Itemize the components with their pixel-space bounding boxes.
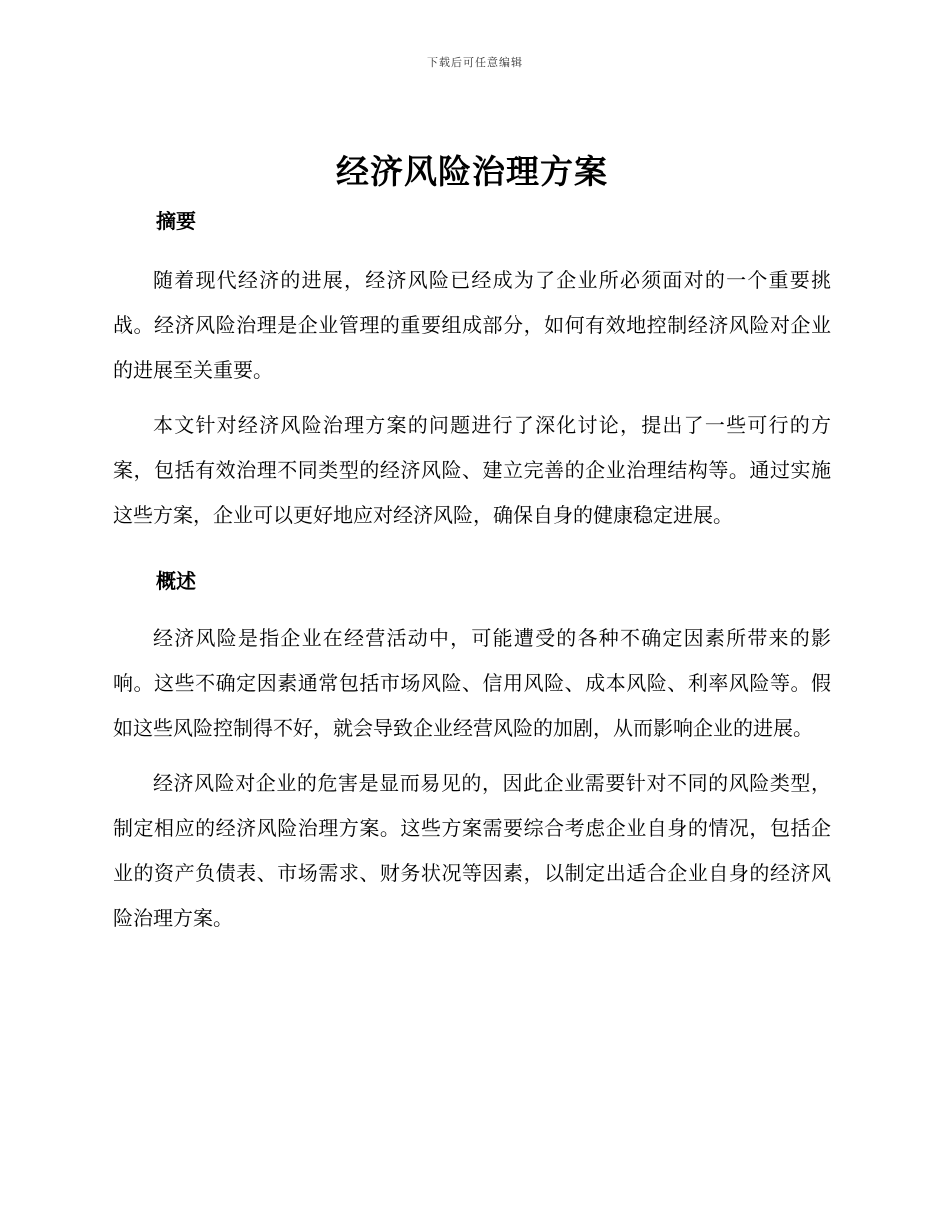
abstract-paragraph-2: 本文针对经济风险治理方案的问题进行了深化讨论，提出了一些可行的方案，包括有效治理不同类型的经济风险、建立完善的企业治理结构等。通过实施这些方案，企业可以更好地应对经济风险，确保自身的健康稳定进展。 xyxy=(113,413,831,527)
document-body xyxy=(113,150,831,941)
overview-paragraph-2: 经济风险对企业的危害是显而易见的，因此企业需要针对不同的风险类型，制定相应的经济风险治理方案。这些方案需要综合考虑企业自身的情况，包括企业的资产负债表、市场需求、财务状况等因素，以制定出适合企业自身的经济风险治理方案。 xyxy=(113,771,831,930)
overview-paragraph-1: 经济风险是指企业在经营活动中，可能遭受的各种不确定因素所带来的影响。这些不确定因素通常包括市场风险、信用风险、成本风险、利率风险等。假如这些风险控制得不好，就会导致企业经营风险的加剧，从而影响企业的进展。 xyxy=(113,626,831,740)
section-heading-abstract: 摘要 xyxy=(156,209,196,233)
header-note: 下载后可任意编辑 xyxy=(427,56,523,69)
abstract-paragraph-1: 随着现代经济的进展，经济风险已经成为了企业所必须面对的一个重要挑战。经济风险治理是企业管理的重要组成部分，如何有效地控制经济风险对企业的进展至关重要。 xyxy=(113,268,831,382)
section-heading-overview: 概述 xyxy=(156,569,196,593)
document-title: 经济风险治理方案 xyxy=(336,152,608,191)
